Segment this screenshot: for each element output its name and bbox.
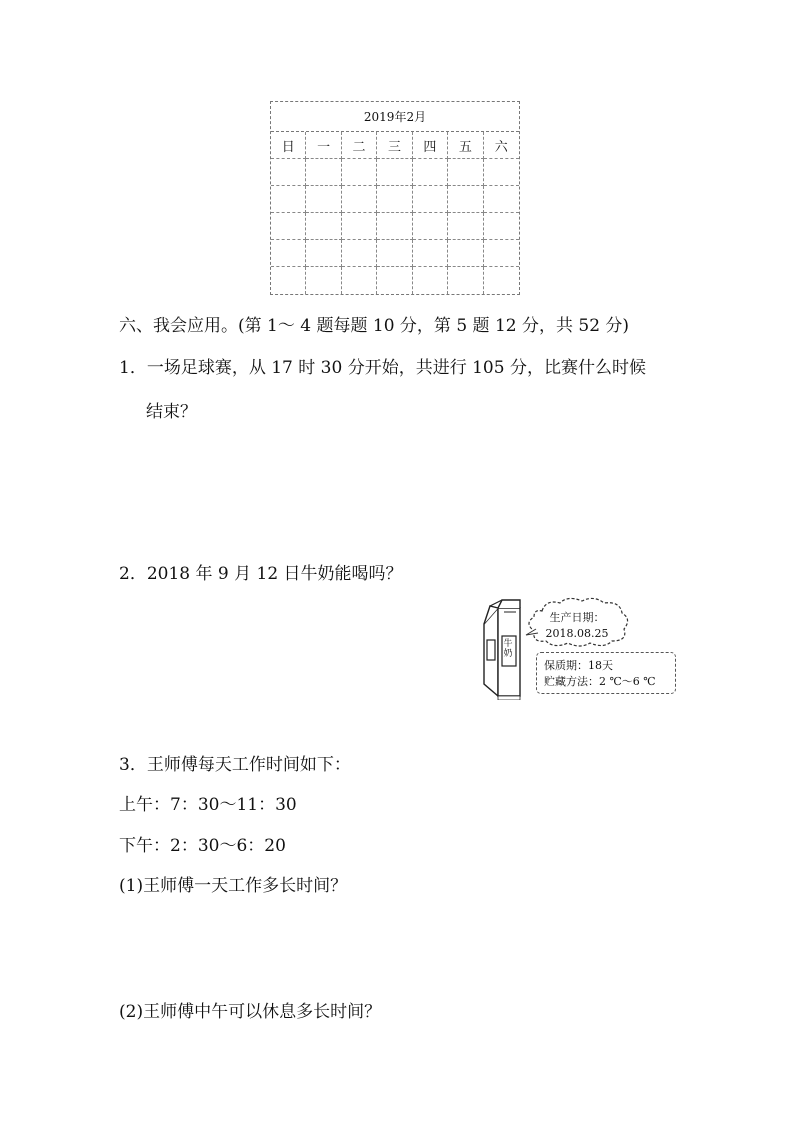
calendar-cell: [448, 213, 483, 240]
shelf-life: 保质期：18天: [544, 659, 613, 672]
calendar-cell: [377, 186, 412, 213]
calendar-cell: [271, 213, 306, 240]
calendar-cell: [306, 159, 341, 186]
question-3-sub-2: (2)王师傅中午可以休息多长时间？: [119, 1002, 382, 1022]
calendar-cell: [271, 159, 306, 186]
production-label: 生产日期：: [549, 611, 605, 624]
calendar-cell: [377, 267, 412, 294]
calendar-cell: [413, 240, 448, 267]
production-date: 2018.08.25: [545, 627, 609, 640]
calendar-cell: [413, 159, 448, 186]
weekday-tue: 二: [342, 132, 377, 159]
question-2-text: 2．2018 年 9 月 12 日牛奶能喝吗？: [119, 564, 403, 584]
question-1-line-1: 1．一场足球赛，从 17 时 30 分开始，共进行 105 分，比赛什么时候: [119, 358, 646, 378]
morning-hours: 上午：7：30～11：30: [119, 795, 297, 815]
calendar-cell: [413, 267, 448, 294]
weekday-wed: 三: [377, 132, 412, 159]
weekday-mon: 一: [306, 132, 341, 159]
question-1-line-2: 结束？: [146, 402, 197, 422]
calendar-cell: [342, 186, 377, 213]
calendar-cell: [413, 186, 448, 213]
afternoon-hours: 下午：2：30～6：20: [119, 836, 286, 856]
calendar-cell: [377, 240, 412, 267]
calendar-cell: [484, 186, 519, 213]
calendar-cell: [484, 159, 519, 186]
calendar-cell: [377, 213, 412, 240]
weekday-fri: 五: [448, 132, 483, 159]
milk-carton-label: 牛奶: [503, 639, 513, 659]
calendar-cell: [484, 240, 519, 267]
question-3-intro: 3．王师傅每天工作时间如下：: [119, 755, 351, 775]
calendar-cell: [342, 159, 377, 186]
calendar-cell: [484, 213, 519, 240]
weekday-sat: 六: [484, 132, 519, 159]
calendar-cell: [342, 213, 377, 240]
calendar-cell: [271, 186, 306, 213]
question-3-sub-1: (1)王师傅一天工作多长时间？: [119, 876, 348, 896]
section-heading: 六、我会应用。(第 1～ 4 题每题 10 分，第 5 题 12 分，共 52 分): [119, 316, 630, 336]
calendar-cell: [306, 240, 341, 267]
weekday-thu: 四: [413, 132, 448, 159]
storage-method: 贮藏方法：2 ℃～6 ℃: [544, 674, 656, 688]
calendar-cell: [377, 159, 412, 186]
calendar-cell: [271, 267, 306, 294]
calendar-cell: [306, 267, 341, 294]
calendar-cell: [448, 186, 483, 213]
calendar-cell: [306, 213, 341, 240]
calendar-title: 2019年2月: [271, 102, 519, 132]
calendar-cell: [448, 267, 483, 294]
calendar-cell: [448, 159, 483, 186]
milk-info-box: [536, 652, 676, 694]
calendar-cell: [484, 267, 519, 294]
calendar-table: [270, 101, 520, 295]
calendar-cell: [342, 267, 377, 294]
calendar-cell: [271, 240, 306, 267]
calendar-cell: [342, 240, 377, 267]
calendar-cell: [413, 213, 448, 240]
calendar-cell: [448, 240, 483, 267]
weekday-sun: 日: [271, 132, 306, 159]
calendar-cell: [306, 186, 341, 213]
calendar-grid: [271, 132, 519, 294]
